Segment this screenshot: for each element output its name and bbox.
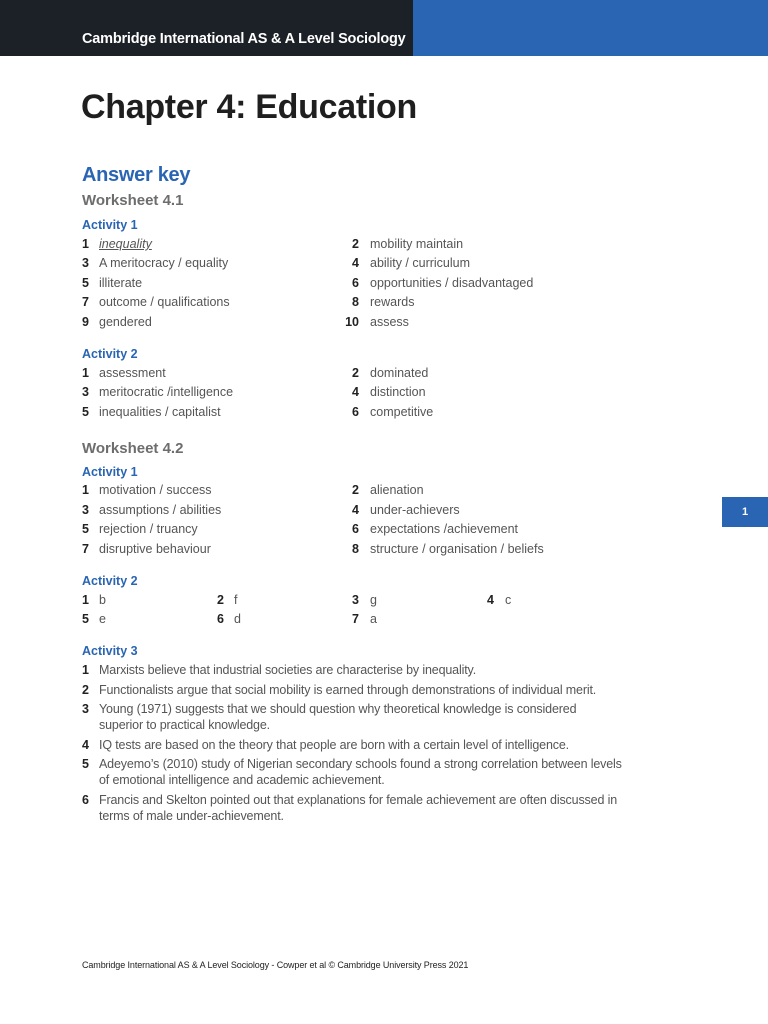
worksheet-4-1-heading: Worksheet 4.1: [82, 192, 184, 209]
ws41-activity-1-heading: Activity 1: [82, 218, 138, 232]
chapter-title: Chapter 4: Education: [81, 88, 417, 126]
worksheet-4-2-heading: Worksheet 4.2: [82, 440, 184, 457]
list-item: 3 Young (1971) suggests that we should question why theoretical knowledge is considered superior to practical knowledge.: [82, 702, 577, 732]
ws42-activity-3-heading: Activity 3: [82, 644, 138, 658]
answer-key-heading: Answer key: [82, 164, 191, 186]
ws42-activity-2-heading: Activity 2: [82, 574, 138, 588]
ws42-activity-1-heading: Activity 1: [82, 465, 138, 479]
header-bar-dark: [0, 0, 413, 56]
list-item: 5 Adeyemo’s (2010) study of Nigerian secondary schools found a strong correlation between levels of emotional intelligence and academic achievement.: [82, 757, 622, 787]
list-item: 4 IQ tests are based on the theory that people are born with a certain level of intelligence.: [82, 738, 569, 752]
list-item: 6 Francis and Skelton pointed out that explanations for female achievement are often discussed in terms of male under-achievement.: [82, 793, 618, 823]
header-bar-accent: [413, 0, 768, 56]
list-item: 2 Functionalists argue that social mobility is earned through demonstrations of individual merit.: [82, 683, 597, 697]
list-item: 1 Marxists believe that industrial societies are characterise by inequality.: [82, 663, 477, 677]
page-number-tab: 1: [722, 497, 768, 527]
ws41-activity-2-heading: Activity 2: [82, 347, 138, 361]
footer-copyright: Cambridge International AS & A Level Sociology - Cowper et al © Cambridge University Press 2021: [82, 960, 469, 970]
header-title: Cambridge International AS & A Level Sociology: [82, 31, 406, 47]
